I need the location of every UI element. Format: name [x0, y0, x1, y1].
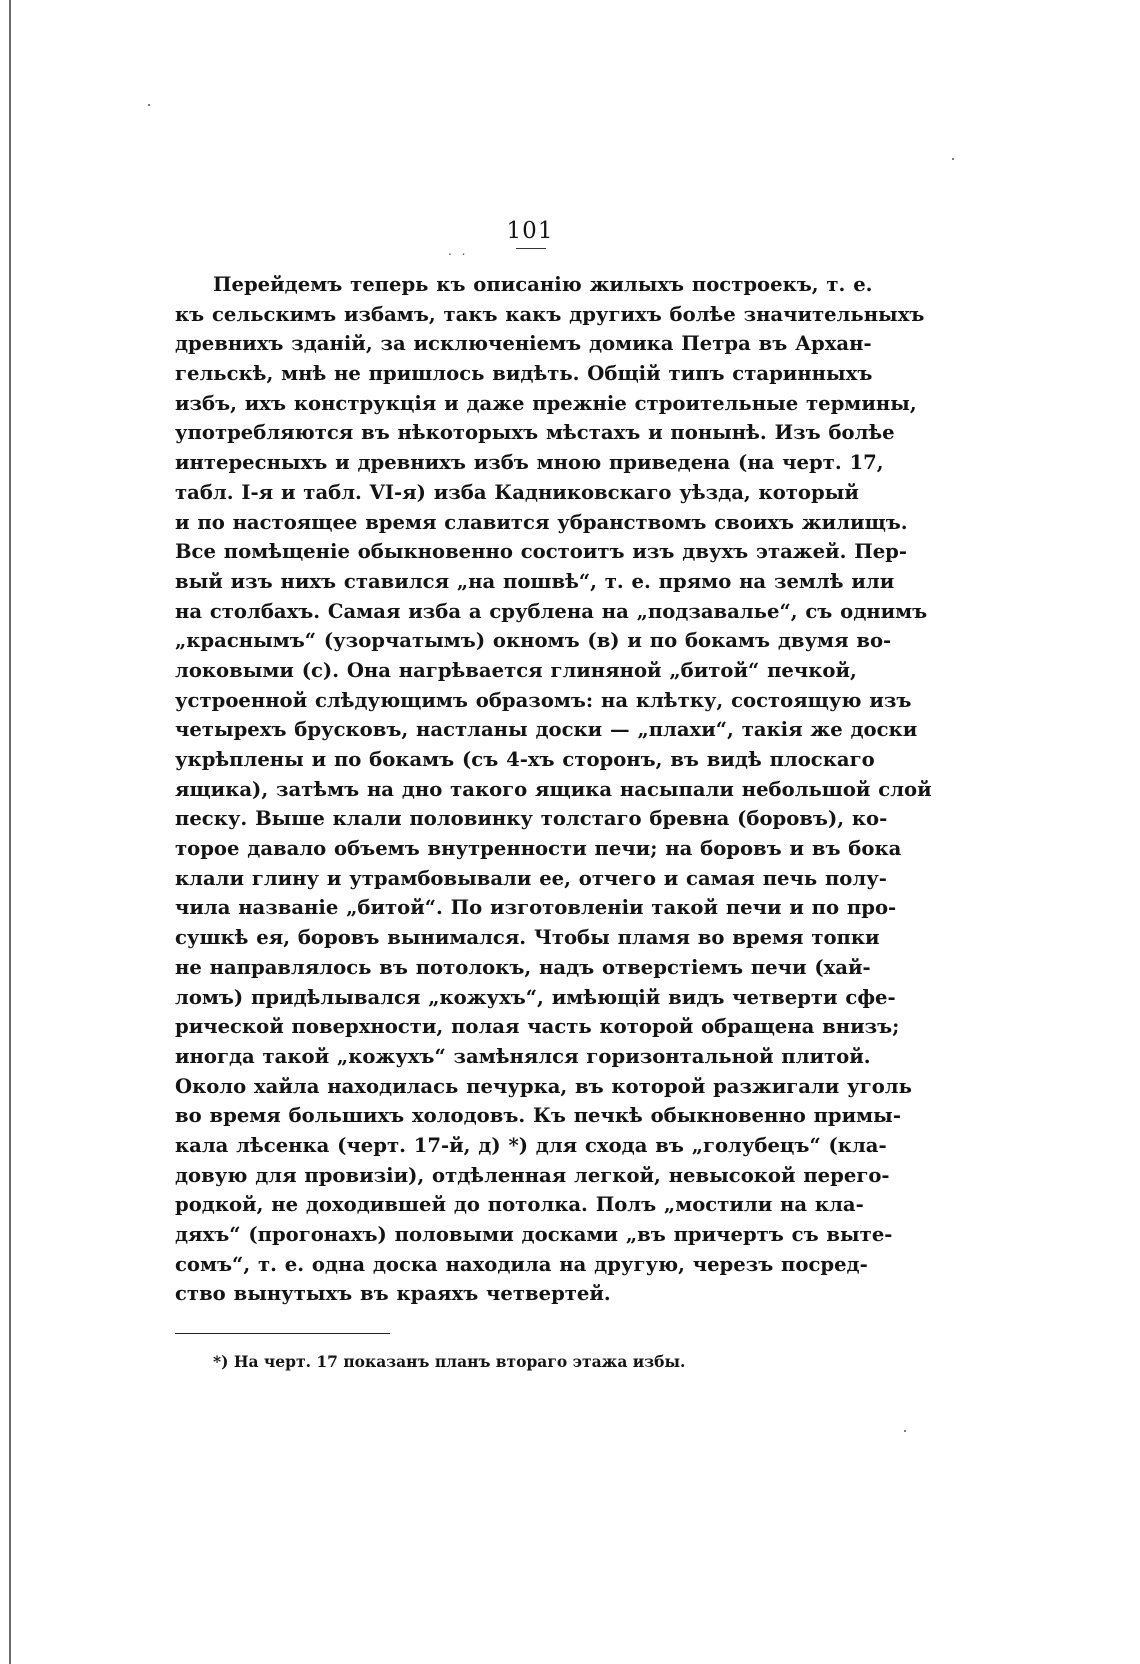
- text-line: къ сельскимъ избамъ, такъ какъ другихъ болѣе значительныхъ: [175, 302, 925, 326]
- text-line: чила названіе „битой“. По изготовленіи такой печи и по про-: [175, 896, 897, 920]
- text-line: Перейдемъ теперь къ описанію жилыхъ построекъ, т. е.: [213, 273, 873, 296]
- scan-speck: [952, 158, 954, 160]
- text-line: песку. Выше клали половинку толстаго бревна (боровъ), ко-: [175, 807, 888, 831]
- text-line: во время большихъ холодовъ. Къ печкѣ обыкновенно примы-: [175, 1104, 901, 1128]
- text-line: избъ, ихъ конструкція и даже прежніе строительные термины,: [175, 391, 917, 415]
- text-line: кала лѣсенка (черт. 17-й, д) *) для схода въ „голубецъ“ (кла-: [175, 1133, 887, 1157]
- text-line: Все помѣщеніе обыкновенно состоитъ изъ двухъ этажей. Пер-: [175, 540, 908, 564]
- scan-speck: [904, 1430, 906, 1432]
- text-line: устроенной слѣдующимъ образомъ: на клѣтку, состоящую изъ: [175, 688, 912, 712]
- scan-left-edge: [9, 0, 11, 1664]
- page-number: [0, 218, 1140, 244]
- text-line: клали глину и утрамбовывали ее, отчего и самая печь полу-: [175, 866, 887, 890]
- text-line: и по настоящее время славится убранствомъ своихъ жилищъ.: [175, 510, 908, 534]
- text-line: родкой, не доходившей до потолка. Полъ „мостили на кла-: [175, 1193, 864, 1217]
- text-line: ломъ) придѣлывался „кожухъ“, имѣющій видъ четверти сфе-: [175, 985, 896, 1009]
- text-line: интересныхъ и древнихъ избъ мною приведена (на черт. 17,: [175, 451, 884, 475]
- text-line: иногда такой „кожухъ“ замѣнялся горизонтальной плитой.: [175, 1044, 871, 1068]
- text-line: дяхъ“ (прогонахъ) половыми досками „въ причертъ съ выте-: [175, 1223, 893, 1246]
- header-rule: [516, 248, 546, 249]
- text-line: употребляются въ нѣкоторыхъ мѣстахъ и понынѣ. Изъ болѣе: [175, 421, 895, 445]
- footnote-rule: [175, 1333, 390, 1334]
- text-line: не направлялось въ потолокъ, надъ отверстіемъ печи (хай-: [175, 955, 871, 979]
- header-dots: . .: [448, 244, 469, 258]
- text-line: табл. I-я и табл. VI-я) изба Кадниковскаго уѣзда, который: [175, 480, 859, 504]
- scan-speck: [148, 104, 150, 106]
- text-line: древнихъ зданій, за исключеніемъ домика Петра въ Архан-: [175, 332, 872, 356]
- text-line: локовыми (с). Она нагрѣвается глиняной „битой“ печкой,: [175, 658, 857, 682]
- text-line: рической поверхности, полая часть которой обращена внизъ;: [175, 1015, 900, 1039]
- text-line: ящика), затѣмъ на дно такого ящика насыпали небольшой слой: [175, 777, 932, 801]
- footnote: *) На черт. 17 показанъ планъ втораго этажа избы.: [213, 1352, 686, 1371]
- text-line: четырехъ брусковъ, настланы доски — „плахи“, такія же доски: [175, 718, 918, 742]
- text-line: „краснымъ“ (узорчатымъ) окномъ (в) и по бокамъ двумя во-: [175, 629, 892, 653]
- text-line: довую для провизіи), отдѣленная легкой, невысокой перего-: [175, 1163, 890, 1187]
- text-line: вый изъ нихъ ставился „на пошвѣ“, т. е. прямо на землѣ или: [175, 569, 895, 593]
- text-line: укрѣплены и по бокамъ (съ 4-хъ сторонъ, въ видѣ плоскаго: [175, 748, 875, 771]
- text-line: ство вынутыхъ въ краяхъ четвертей.: [175, 1282, 611, 1306]
- text-line: сушкѣ ея, боровъ вынимался. Чтобы пламя во время топки: [175, 926, 880, 950]
- page-number-text: 101: [506, 218, 554, 244]
- text-line: Около хайла находилась печурка, въ которой разжигали уголь: [175, 1074, 912, 1098]
- text-line: сомъ“, т. е. одна доска находила на другую, черезъ посред-: [175, 1252, 868, 1276]
- text-line: торое давало объемъ внутренности печи; на боровъ и въ бока: [175, 837, 902, 861]
- text-line: гельскѣ, мнѣ не пришлось видѣть. Общій типъ старинныхъ: [175, 362, 873, 386]
- main-paragraph: [175, 270, 932, 1309]
- text-line: на столбахъ. Самая изба а срублена на „подзавалье“, съ однимъ: [175, 599, 928, 623]
